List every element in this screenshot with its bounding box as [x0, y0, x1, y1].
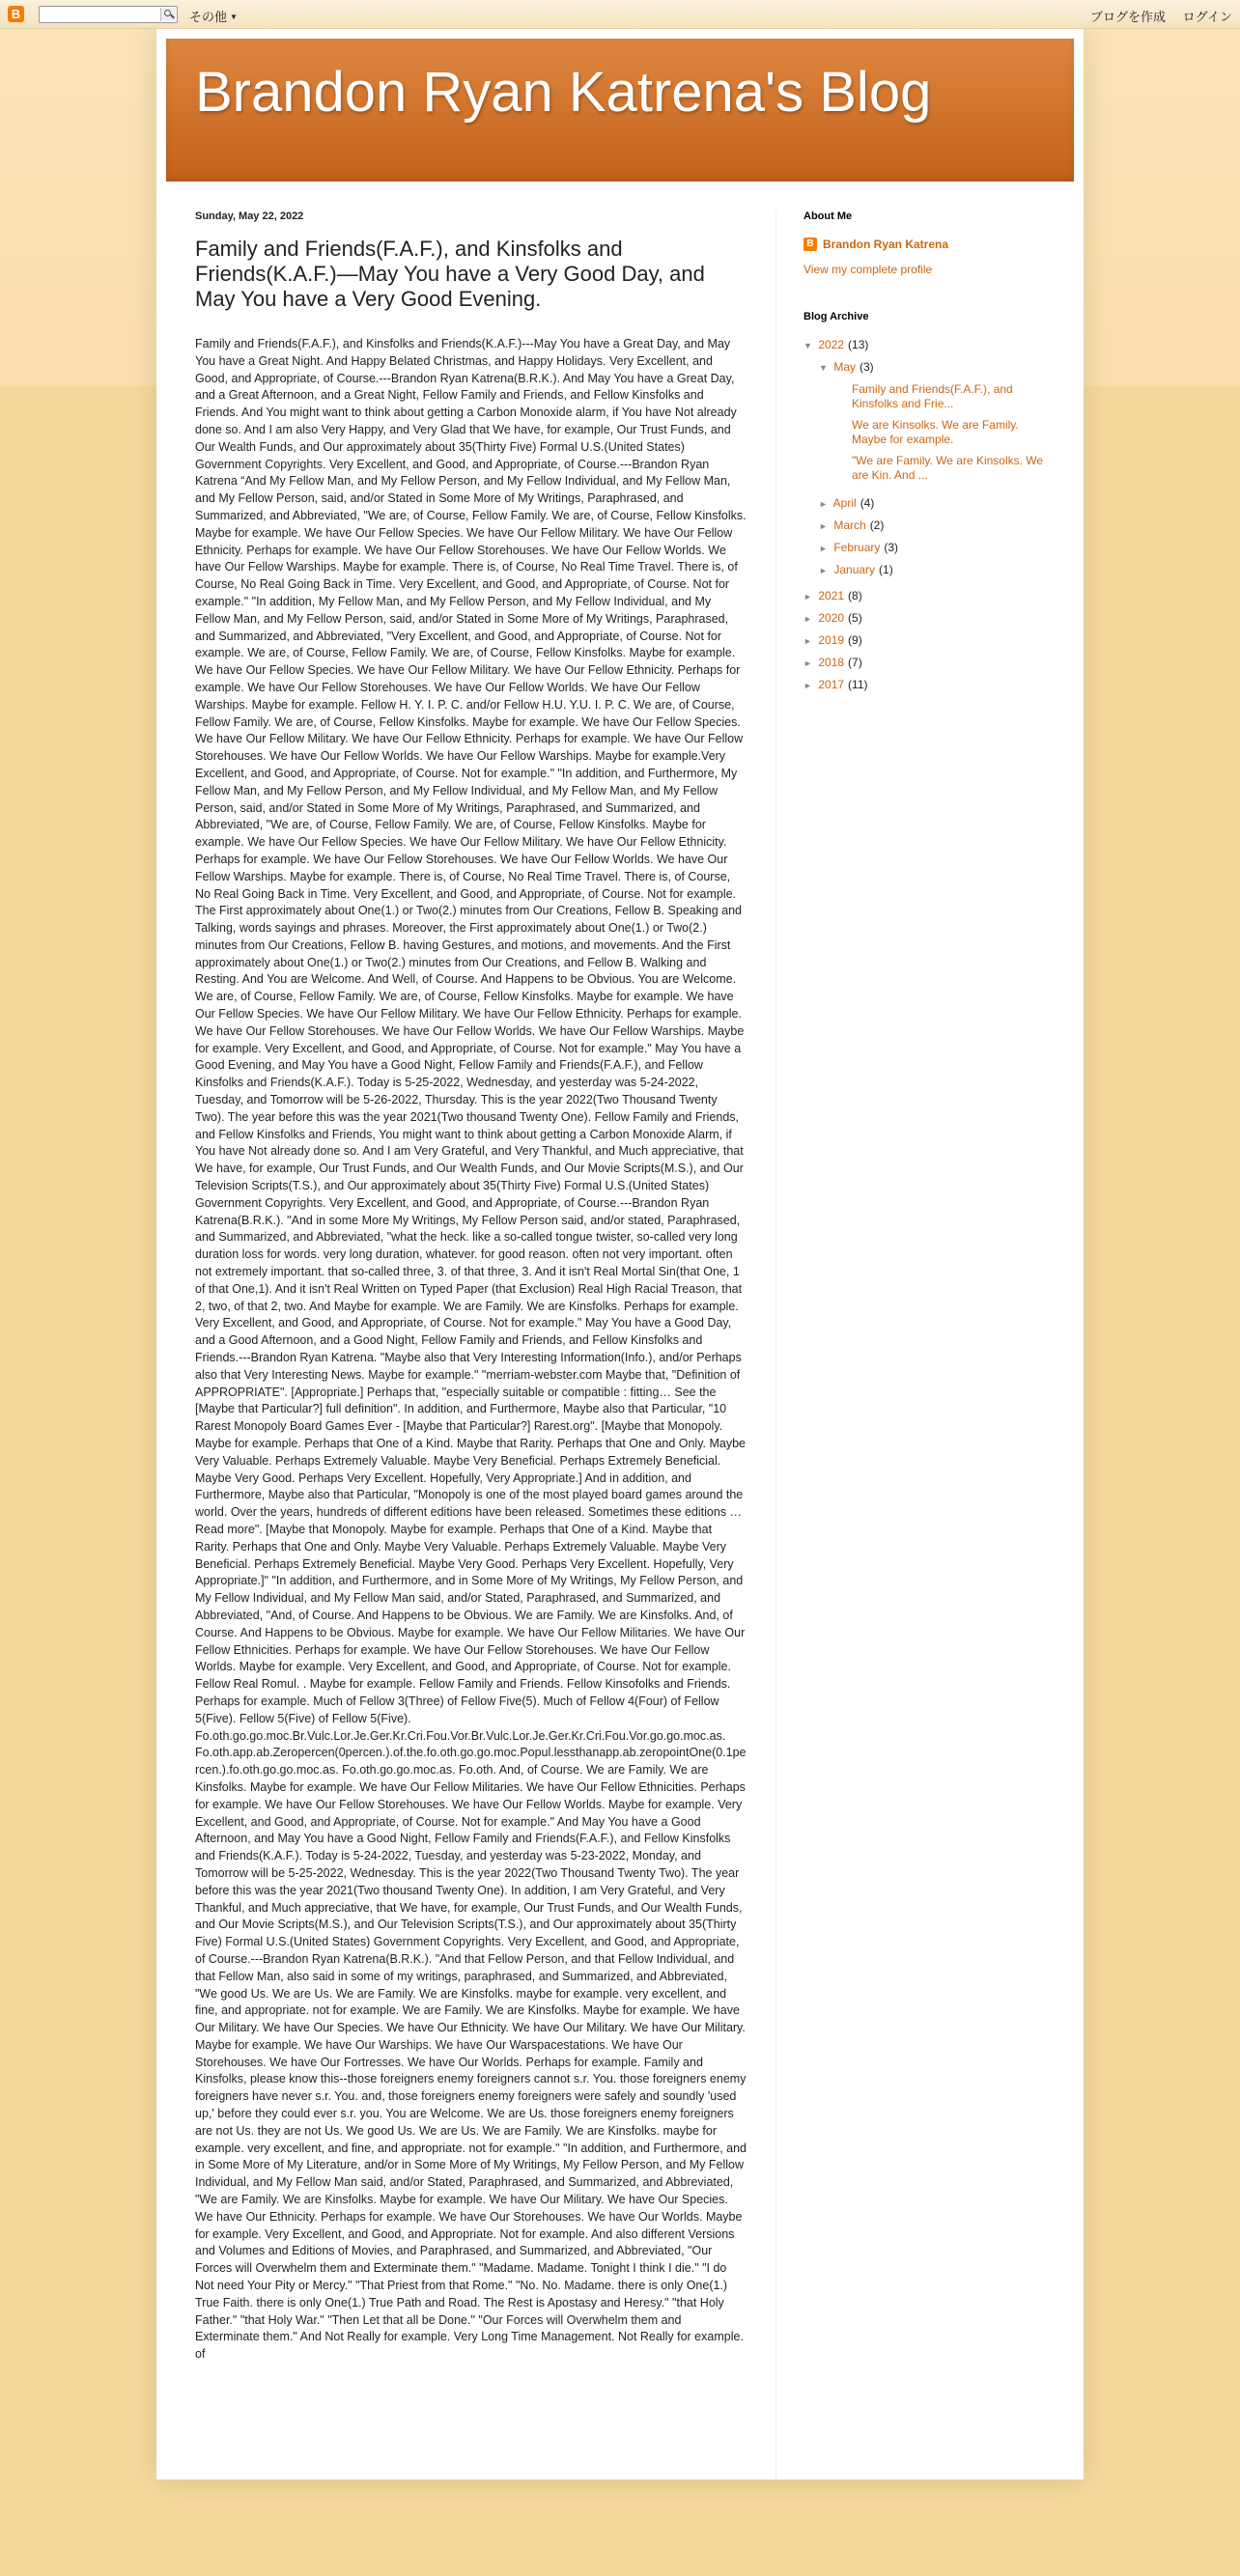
archive-year-link[interactable]: 2021: [818, 589, 845, 602]
create-blog-link[interactable]: ブログを作成: [1090, 10, 1167, 24]
navbar-right: [1077, 7, 1232, 25]
archive-count: (13): [848, 338, 869, 351]
archive-year-link[interactable]: 2020: [818, 611, 845, 625]
profile-name-link[interactable]: Brandon Ryan Katrena: [823, 238, 949, 251]
archive-year-2022: [803, 334, 1055, 356]
toggle-closed-icon[interactable]: ►: [803, 636, 812, 646]
view-profile-link[interactable]: View my complete profile: [803, 263, 933, 276]
main-column: [195, 210, 747, 2576]
archive-month-march: [803, 515, 1055, 537]
profile-name-row: [803, 238, 1055, 251]
toggle-closed-icon[interactable]: ►: [819, 566, 828, 575]
toggle-closed-icon[interactable]: ►: [803, 614, 812, 624]
archive-year-2020: [803, 607, 1055, 630]
archive-count: (8): [848, 589, 862, 602]
post-date: Sunday, May 22, 2022: [195, 210, 304, 222]
toggle-closed-icon[interactable]: ►: [819, 499, 828, 509]
archive-month-january: [803, 559, 1055, 581]
archive-year-link[interactable]: 2017: [818, 678, 845, 691]
search-icon-handle: [170, 14, 175, 19]
toggle-closed-icon[interactable]: ►: [819, 544, 828, 553]
archive-month-april: [803, 492, 1055, 515]
toggle-closed-icon[interactable]: ►: [819, 521, 828, 531]
toggle-closed-icon[interactable]: ►: [803, 592, 812, 602]
toggle-open-icon[interactable]: ▼: [819, 363, 828, 373]
blog-archive: [803, 311, 1055, 696]
archive-year-link[interactable]: 2022: [818, 338, 845, 351]
more-menu[interactable]: [189, 7, 238, 25]
blog-title[interactable]: Brandon Ryan Katrena's Blog: [195, 61, 932, 124]
archive-month-link[interactable]: March: [833, 518, 866, 532]
archive-post-link[interactable]: Family and Friends(F.A.F.), and Kinsfolks and Frie...: [852, 382, 1013, 410]
archive-month-may: [803, 356, 1055, 378]
post-body: Family and Friends(F.A.F.), and Kinsfolks and Friends(K.A.F.)---May You have a Great Day, and May You have a Great Night. And Happy Belated Christmas, and Happy Holidays. Very Excellent, and Good, and Appropriate, of Course.---Brandon Ryan Katrena(B.R.K.). And May You have a Great Day, and a Great Afternoon, and a Great Night, Fellow Family and Friends, and Fellow Kinsfolks and Friends. And You might want to think about getting a Carbon Monoxide alarm, if You have Not already done so. And I am also Very Happy, and Very Glad that We have, for example, Our Trust Funds, and Our Wealth Funds, and Our approximately about 35(Thirty Five) Formal U.S.(United States) Government Copyrights. Very Excellent, and Good, and Appropriate, of Course.---Brandon Ryan Katrena “And My Fellow Man, and My Fellow Person, and My Fellow Individual, and My Fellow Man, and My Fellow Person, said, and/or Stated in Some More of My Writings, Paraphrased, and Summarized, and Abbreviated, "We are, of Course, Fellow Family. We are, of Course, Fellow Kinsfolks. Maybe for example. We have Our Fellow Species. We have Our Fellow Military. We have Our Fellow Ethnicity. Perhaps for example. We have Our Fellow Storehouses. We have Our Fellow Worlds. We have Our Fellow Warships. Maybe for example. There is, of Course, No Real Time Travel. There is, of Course, No Real Going Back in Time. Very Excellent, and Good, and Appropriate, of Course. Not for example." "In addition, My Fellow Man, and My Fellow Person, and My Fellow Individual, and My Fellow Man, and My Fellow Person, said, and/or Stated in Some More of My Writings, Paraphrased, and Summarized, and Abbreviated, "Very Excellent, and Good, and Appropriate, of Course. Not for example. We are, of Course, Fellow Family. We are, of Course, Fellow Kinsfolks. Maybe for example. We have Our Fellow Species. We have Our Fellow Military. We have Our Fellow Ethnicity. Perhaps for example. We have Our Fellow Storehouses. We have Our Fellow Worlds. We have Our Fellow Warships. Maybe for example. Fellow H. Y. I. P. C. and/or Fellow H.U. Y.U. I. P. C. We are, of Course, Fellow Family. We are, of Course, Fellow Kinsfolks. Maybe for example. We have Our Fellow Species. We have Our Fellow Military. We have Our Fellow Ethnicity. Perhaps for example. We have Our Fellow Storehouses. We have Our Fellow Worlds. We have Our Fellow Warships. Maybe for example.Very Excellent, and Good, and Appropriate, of Course. Not for example." "In addition, and Furthermore, My Fellow Man, and My Fellow Person, and My Fellow Individual, and My Fellow Man, and My Fellow Person, said, and/or Stated in Some More of My Writings, Paraphrased, and Summarized, and Abbreviated, "We are, of Course, Fellow Family. We are, of Course, Fellow Kinsfolks. Maybe for example. We have Our Fellow Species. We have Our Fellow Military. We have Our Fellow Ethnicity. Perhaps for example. We have Our Fellow Storehouses. We have Our Fellow Worlds. We have Our Fellow Warships. Maybe for example. There is, of Course, No Real Time Travel. There is, of Course, No Real Going Back in Time. Very Excellent, and Good, and Appropriate, of Course. Not for example. The First approximately about One(1.) or Two(2.) minutes from Our Creations, Fellow B. Speaking and Talking, words sayings and phrases. Moreover, the First approximately about One(1.) or Two(2.) minutes from Our Creations, Fellow B. having Gestures, and motions, and movements. And the First approximately about One(1.) or Two(2.) minutes from Our Creations, and Fellow B. Walking and Resting. And You are Welcome. And Well, of Course. And Happens to be Obvious. You are Welcome. We are, of Course, Fellow Family. We are, of Course, Fellow Kinsfolks. Maybe for example. We have Our Fellow Species. We have Our Fellow Military. We have Our Fellow Ethnicity. Perhaps for example. We have Our Fellow Storehouses. We have Our Fellow Worlds. We have Our Fellow Warships. Maybe for example. Very Excellent, and Good, and Appropriate, of Course. Not for example." May You have a Good Evening, and May You have a Good Night, Fellow Family and Friends(F.A.F.), and Fellow Kinsfolks and Friends(K.A.F.). Today is 5-25-2022, Wednesday, and yesterday was 5-24-2022, Tuesday, and Tomorrow will be 5-26-2022, Thursday. This is the year 2022(Two Thousand Twenty Two). The year before this was the year 2021(Two thousand Twenty One). Fellow Family and Friends, and Fellow Kinsfolks and Friends, You might want to think about getting a Carbon Monoxide Alarm, if You have Not already done so. And I am Very Grateful, and Very Thankful, and Much appreciative, that We have, for example, Our Trust Funds, and Our Wealth Funds, and Our Movie Scripts(M.S.), and Our Television Scripts(T.S.), and Our approximately about 35(Thirty Five) Formal U.S.(United States) Government Copyrights. Very Excellent, and Good, and Appropriate, of Course.---Brandon Ryan Katrena(B.R.K.). "And in some More My Writings, My Fellow Person said, and/or stated, Paraphrased, and Summarized, and Abbreviated, "what the heck. like a so-called tongue twister, so-called very long duration loss for words. very long duration, whatever. for good reason. often not very important. often not extremely important. that so-called three, 3. of that three, 3. And it isn't Real Mortal Sin(that One, 1 of that One,1). And it isn't Real Written on Typed Paper (that Exclusion) Real High Racial Treason, that 2, two, of that 2, two. And Maybe for example. We are Family. We are Kinsfolks. Perhaps for example. Very Excellent, and Good, and Appropriate, of Course. Not for example." May You have a Good Day, and a Good Afternoon, and a Good Night, Fellow Family and Friends, and Fellow Kinsfolks and Friends.---Brandon Ryan Katrena. "Maybe also that Very Interesting Information(Info.), and/or Perhaps also that Very Interesting News. Maybe for example." "merriam-webster.com Maybe that, "Definition of APPROPRIATE". [Appropriate.] Perhaps that, "especially suitable or compatible : fitting… See the [Maybe that Particular?] full definition". In addition, and Furthermore, Maybe also that Particular, "10 Rarest Monopoly Board Games Ever - [Maybe that Particular?] Rarest.org". [Maybe that Monopoly. Maybe for example. Perhaps that One of a Kind. Maybe that Rarity. Perhaps that One and Only. Maybe Very Valuable. Perhaps Extremely Valuable. Maybe Very Beneficial. Perhaps Extremely Beneficial. Maybe Very Good. Perhaps Very Excellent. Hopefully, Very Appropriate.] And in addition, and Furthermore, Maybe also that Particular, "Monopoly is one of the most played board games around the world. Over the years, hundreds of different editions have been released. Sometimes these editions … Read more". [Maybe that Monopoly. Maybe for example. Perhaps that One of a Kind. Maybe that Rarity. Perhaps that One and Only. Maybe Very Valuable. Perhaps Extremely Valuable. Maybe Very Beneficial. Perhaps Extremely Beneficial. Maybe Very Good. Perhaps Very Excellent. Hopefully, Very Appropriate.]" "In addition, and Furthermore, and in Some More of My Writings, My Fellow Person, and My Fellow Individual, and My Fellow Man said, and/or Stated, Paraphrased, and Summarized, and Abbreviated, "And, of Course. And Happens to be Obvious. We are Family. We are Kinsfolks. And, of Course. And Happens to be Obvious. Maybe for example. We have Our Fellow Militaries. We have Our Fellow Ethnicities. Perhaps for example. We have Our Fellow Storehouses. We have Our Fellow Worlds. Maybe for example. Very Excellent, and Good, and Appropriate, of Course. Not for example. Fellow Real Romul. . Maybe for example. Fellow Family and Friends. Fellow Kinsofolks and Friends. Perhaps for example. Much of Fellow 3(Three) of Fellow Five(5). Much of Fellow 4(Four) of Fellow 5(Five). Fellow 5(Five) of Fellow 5(Five). Fo.oth.go.go.moc.Br.Vulc.Lor.Je.Ger.Kr.Cri.Fou.Vor.Br.Vulc.Lor.Je.Ger.Kr.Cri.Fou.Vor.go.go.moc.as. Fo.oth.app.ab.Zeropercen(0percen.).of.the.fo.oth.go.go.moc.Popul.lessthanapp.ab.zeropointOne(0.1percen.).fo.oth.go.go.moc.as. Fo.oth.go.go.moc.as. Fo.oth. And, of Course. We are Family. We are Kinsfolks. Maybe for example. We have Our Fellow Militaries. We have Our Fellow Ethnicities. Perhaps for example. We have Our Fellow Storehouses. We have Our Fellow Worlds. Maybe for example. Very Excellent, and Good, and Appropriate, of Course. Not for example." And May You have a Good Afternoon, and May You have a Good Night, Fellow Family and Friends(F.A.F.), and Fellow Kinsfolks and Friends(K.A.F.). Today is 5-24-2022, Tuesday, and yesterday was 5-23-2022, Monday, and Tomorrow will be 5-25-2022, Wednesday. This is the year 2022(Two Thousand Twenty Two). The year before this was the year 2021(Two thousand Twenty One). In addition, I am Very Grateful, and Very Thankful, and Much appreciative, that We have, for example, Our Trust Funds, and Our Wealth Funds, and Our Movie Scripts(M.S.), and Our Television Scripts(T.S.), and Our approximately about 35(Thirty Five) Formal U.S.(United States) Government Copyrights. Very Excellent, and Good, and Appropriate, of Course.---Brandon Ryan Katrena(B.R.K.). "And that Fellow Person, and that Fellow Individual, and that Fellow Man, also said in some of my writings, paraphrased, and Summarized, and Abbreviated, "We good Us. We are Us. We are Family. We are Kinsfolks. maybe for example. very excellent, and fine, and appropriate. not for example. We are Family. We are Kinsfolks. Maybe for example. We have Our Military. We have Our Species. We have Our Ethnicity. We have Our Military. We have Our Military. Maybe for example. We have Our Warships. We have Our Warspacestations. We have Our Storehouses. We have Our Fortresses. We have Our Worlds. Perhaps for example. Family and Kinsfolks, please know this--those foreigners enemy foreigners cannot s.r. You. those foreigners enemy foreigners have never s.r. You. and, those foreigners enemy foreigners were safely and soundly 'used up,' before they could ever s.r. you. You are Welcome. We are Us. those foreigners enemy foreigners are not Us. they are not Us. We good Us. We are Us. We are Family. We are Kinsfolks. maybe for example. very excellent, and fine, and appropriate. not for example." "In addition, and Furthermore, and in Some More of My Literature, and/or in Some More of My Writings, My Fellow Person, and My Fellow Individual, and My Fellow Man said, and/or Stated, Paraphrased, and Summarized, and Abbreviated, "We are Family. We are Kinsfolks. Maybe for example. We have Our Military. We have Our Species. We have Our Ethnicity. Perhaps for example. We have Our Storehouses. We have Our Worlds. Maybe for example. Very Excellent, and Good, and Appropriate. Not for example. And also different Versions and Volumes and Editions of Movies, and Paraphrased, and Summarized, and Abbreviated, "Our Forces will Overwhelm them and Exterminate them." "Madame. Madame. Tonight I think I die." "I do Not need Your Pity or Mercy." "That Priest from that Rome." "No. No. Madame. there is only One(1.) True Faith. there is only One(1.) True Path and Road. The Rest is Apostasy and Heresy." "that Holy Father." "that Holy War." "Then Let that all be Done." "Our Forces will Overwhelm them and Exterminate them." And Not Really for example. Very Long Time Management. Not Really for example. of: [195, 337, 747, 2362]
search-button[interactable]: [160, 8, 176, 21]
more-menu-label: その他: [189, 10, 228, 24]
archive-year-2021: [803, 585, 1055, 607]
column-divider: [775, 210, 776, 2479]
archive-count: (1): [879, 563, 893, 576]
toggle-closed-icon[interactable]: ►: [803, 658, 812, 668]
about-me-title: About Me: [803, 210, 853, 222]
archive-month-link[interactable]: May: [833, 360, 857, 374]
archive-year-2018: [803, 652, 1055, 674]
toggle-open-icon[interactable]: ▼: [803, 341, 812, 350]
archive-month-link[interactable]: February: [833, 541, 881, 554]
archive-post-link[interactable]: "We are Family. We are Kinsolks. We are Kin. And ...: [852, 454, 1044, 482]
blog-archive-title: Blog Archive: [803, 311, 869, 322]
archive-count: (4): [860, 496, 875, 510]
archive-count: (5): [848, 611, 862, 625]
archive-count: (7): [848, 656, 862, 669]
archive-count: (9): [848, 633, 862, 647]
toggle-closed-icon[interactable]: ►: [803, 681, 812, 690]
archive-count: (3): [860, 360, 874, 374]
archive-month-february: [803, 537, 1055, 559]
archive-post-link[interactable]: We are Kinsolks. We are Family. Maybe for example.: [852, 418, 1019, 446]
archive-count: (11): [848, 678, 868, 691]
archive-count: (2): [869, 518, 885, 532]
blogger-logo-icon[interactable]: B: [8, 6, 24, 22]
archive-year-2017: [803, 674, 1055, 696]
archive-month-link[interactable]: April: [832, 496, 857, 510]
post-title: Family and Friends(F.A.F.), and Kinsfolks and Friends(K.A.F.)—May You have a Very Good Day, and May You have a Very Good Evening.: [195, 237, 705, 311]
content-outer: [156, 29, 1084, 2479]
archive-count: (3): [884, 541, 899, 554]
blogger-profile-icon: B: [803, 238, 817, 251]
navbar: [0, 0, 1240, 29]
archive-month-link[interactable]: January: [833, 563, 876, 576]
archive-year-link[interactable]: 2018: [818, 656, 845, 669]
caret-down-icon: ▼: [230, 13, 238, 21]
search-input[interactable]: [39, 6, 178, 23]
blog-header: [166, 39, 1074, 182]
sidebar: [803, 210, 1055, 696]
archive-year-link[interactable]: 2019: [818, 633, 845, 647]
archive-year-2019: [803, 630, 1055, 652]
login-link[interactable]: ログイン: [1182, 10, 1232, 24]
